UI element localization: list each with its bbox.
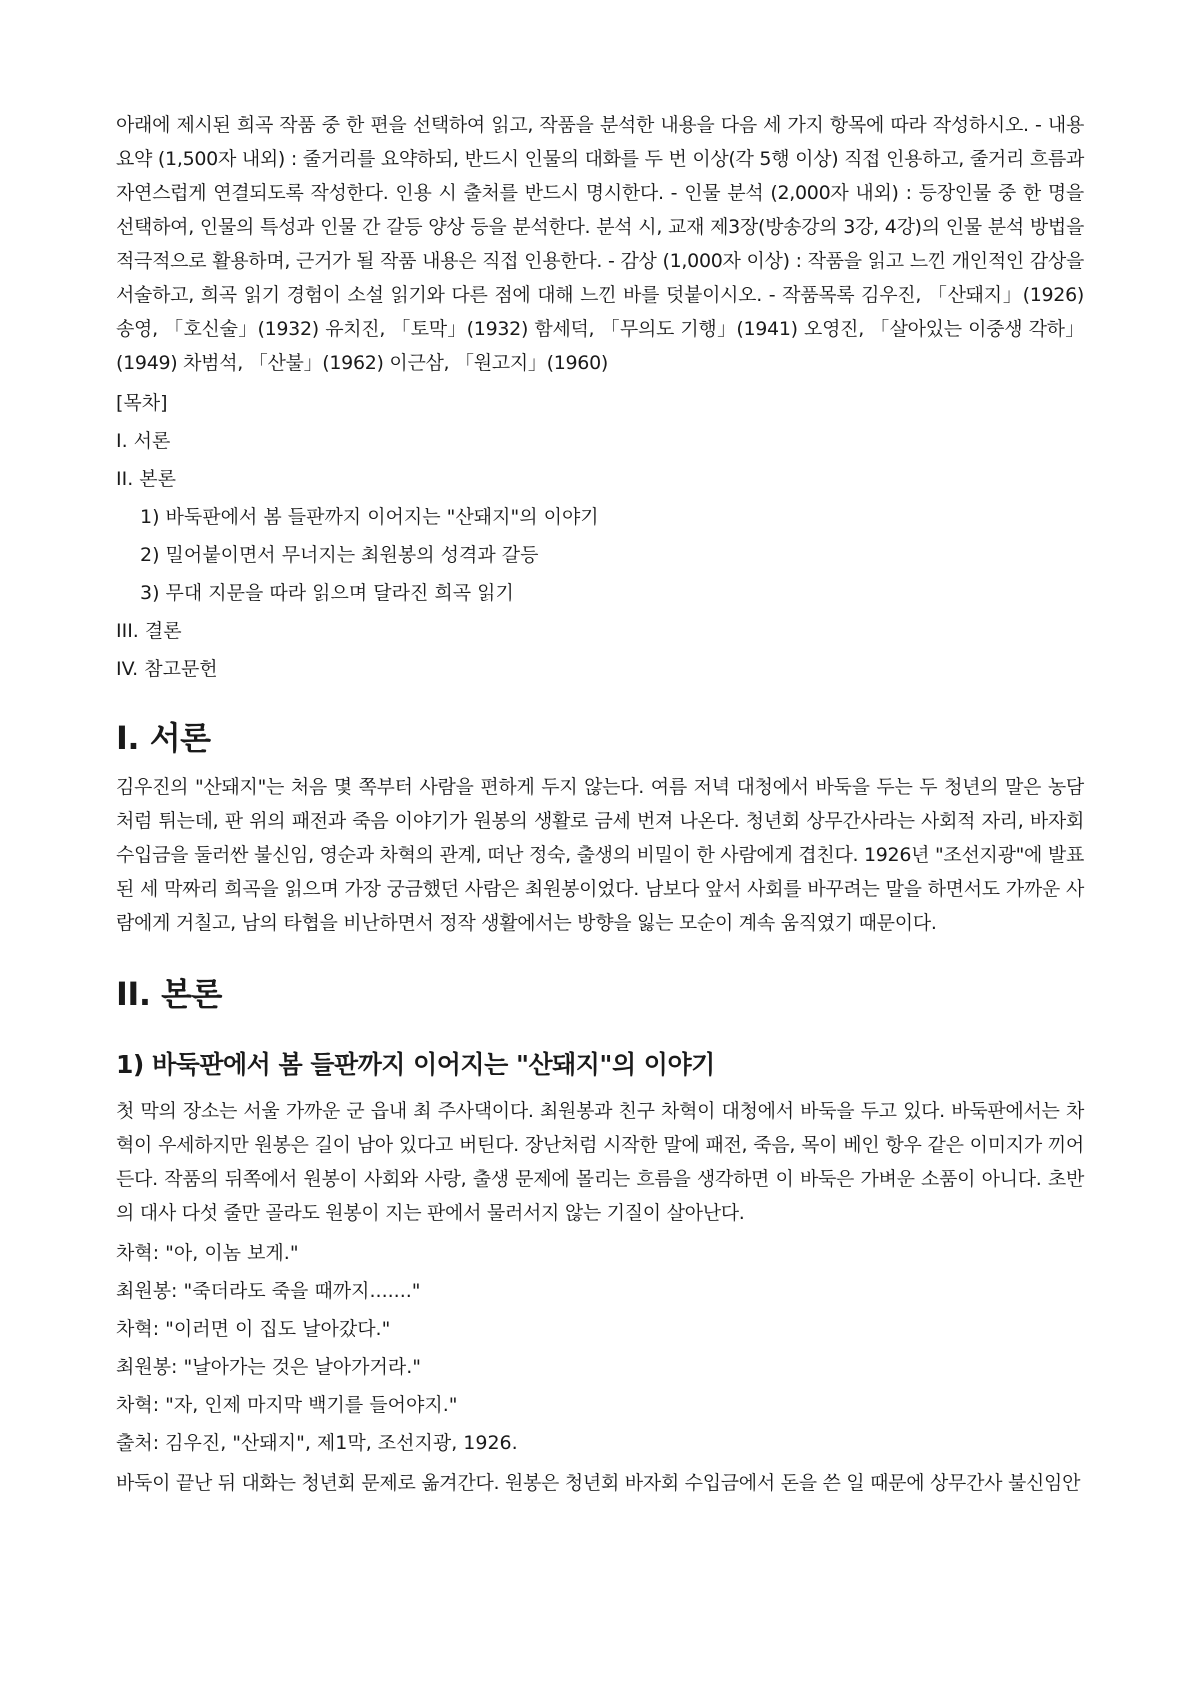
body-paragraph: 첫 막의 장소는 서울 가까운 군 읍내 최 주사댁이다. 최원봉과 친구 차혁이 대청에서 바둑을 두고 있다. 바둑판에서는 차혁이 우세하지만 원봉은 길이 남아 있다고 버틴다. 장난처럼 시작한 말에 패전, 죽음, 목이 베인 항우 같은 이미지가 끼어든다. 작품의 뒤쪽에서 원봉이 사회와 사랑, 출생 문제에 몰리는 흐름을 생각하면 이 바둑은 가벼운 소품이 아니다. 초반의 대사 다섯 줄만 골라도 원봉이 지는 판에서 물러서지 않는 기질이 살아난다.	[116, 1100, 1084, 1224]
toc-subitem: 1) 바둑판에서 봄 들판까지 이어지는 "산돼지"의 이야기	[140, 506, 599, 528]
introduction-paragraph: 김우진의 "산돼지"는 처음 몇 쪽부터 사람을 편하게 두지 않는다. 여름 저녁 대청에서 바둑을 두는 두 청년의 말은 농담처럼 튀는데, 판 위의 패전과 죽음 이야기가 원봉의 생활로 금세 번져 나온다. 청년회 상무간사라는 사회적 자리, 바자회 수입금을 둘러싼 불신임, 영순과 차혁의 관계, 떠난 정숙, 출생의 비밀이 한 사람에게 겹친다. 1926년 "조선지광"에 발표된 세 막짜리 희곡을 읽으며 가장 궁금했던 사람은 최원봉이었다. 남보다 앞서 사회를 바꾸려는 말을 하면서도 가까운 사람에게 거칠고, 남의 타협을 비난하면서 정작 생활에서는 방향을 잃는 모순이 계속 움직였기 때문이다.	[116, 776, 1084, 934]
quote-source: 출처: 김우진, "산돼지", 제1막, 조선지광, 1926.	[116, 1432, 518, 1454]
body-paragraph: 바둑이 끝난 뒤 대화는 청년회 문제로 옮겨간다. 원봉은 청년회 바자회 수입금에서 돈을 쓴 일 때문에 상무간사 불신임안	[116, 1472, 1081, 1494]
toc-heading: [목차]	[116, 392, 168, 414]
dialogue-line: 차혁: "아, 이놈 보게."	[116, 1242, 299, 1264]
toc-subitem: 2) 밀어붙이면서 무너지는 최원봉의 성격과 갈등	[140, 544, 539, 566]
dialogue-quote	[116, 1238, 1084, 1458]
dialogue-line: 차혁: "자, 인제 마지막 백기를 들어야지."	[116, 1394, 458, 1416]
assignment-prompt: 아래에 제시된 희곡 작품 중 한 편을 선택하여 읽고, 작품을 분석한 내용을 다음 세 가지 항목에 따라 작성하시오. - 내용 요약 (1,500자 내외) : 줄거리를 요약하되, 반드시 인물의 대화를 두 번 이상(각 5행 이상) 직접 인용하고, 줄거리 흐름과 자연스럽게 연결되도록 작성한다. 인용 시 출처를 반드시 명시한다. - 인물 분석 (2,000자 내외) : 등장인물 중 한 명을 선택하여, 인물의 특성과 인물 간 갈등 양상 등을 분석한다. 분석 시, 교재 제3장(방송강의 3강, 4강)의 인물 분석 방법을 적극적으로 활용하며, 근거가 될 작품 내용은 직접 인용한다. - 감상 (1,000자 이상) : 작품을 읽고 느낀 개인적인 감상을 서술하고, 희곡 읽기 경험이 소설 읽기와 다른 점에 대해 느낀 바를 덧붙이시오. - 작품목록 김우진, 「산돼지」(1926) 송영, 「호신술」(1932) 유치진, 「토막」(1932) 함세덕, 「무의도 기행」(1941) 오영진, 「살아있는 이중생 각하」(1949) 차범석, 「산불」(1962) 이근삼, 「원고지」(1960)	[116, 114, 1084, 374]
dialogue-line: 최원봉: "죽더라도 죽을 때까지......."	[116, 1280, 421, 1302]
toc-item: I. 서론	[116, 430, 171, 452]
toc-subitem: 3) 무대 지문을 따라 읽으며 달라진 희곡 읽기	[140, 582, 514, 604]
table-of-contents	[116, 388, 1084, 684]
toc-item: II. 본론	[116, 468, 176, 490]
section-heading-introduction: I. 서론	[116, 719, 211, 757]
section-heading-main-body: II. 본론	[116, 975, 222, 1013]
dialogue-line: 차혁: "이러면 이 집도 날아갔다."	[116, 1318, 391, 1340]
dialogue-line: 최원봉: "날아가는 것은 날아가거라."	[116, 1356, 421, 1378]
toc-item: III. 결론	[116, 620, 182, 642]
subsection-heading: 1) 바둑판에서 봄 들판까지 이어지는 "산돼지"의 이야기	[116, 1050, 715, 1079]
toc-item: IV. 참고문헌	[116, 658, 218, 680]
